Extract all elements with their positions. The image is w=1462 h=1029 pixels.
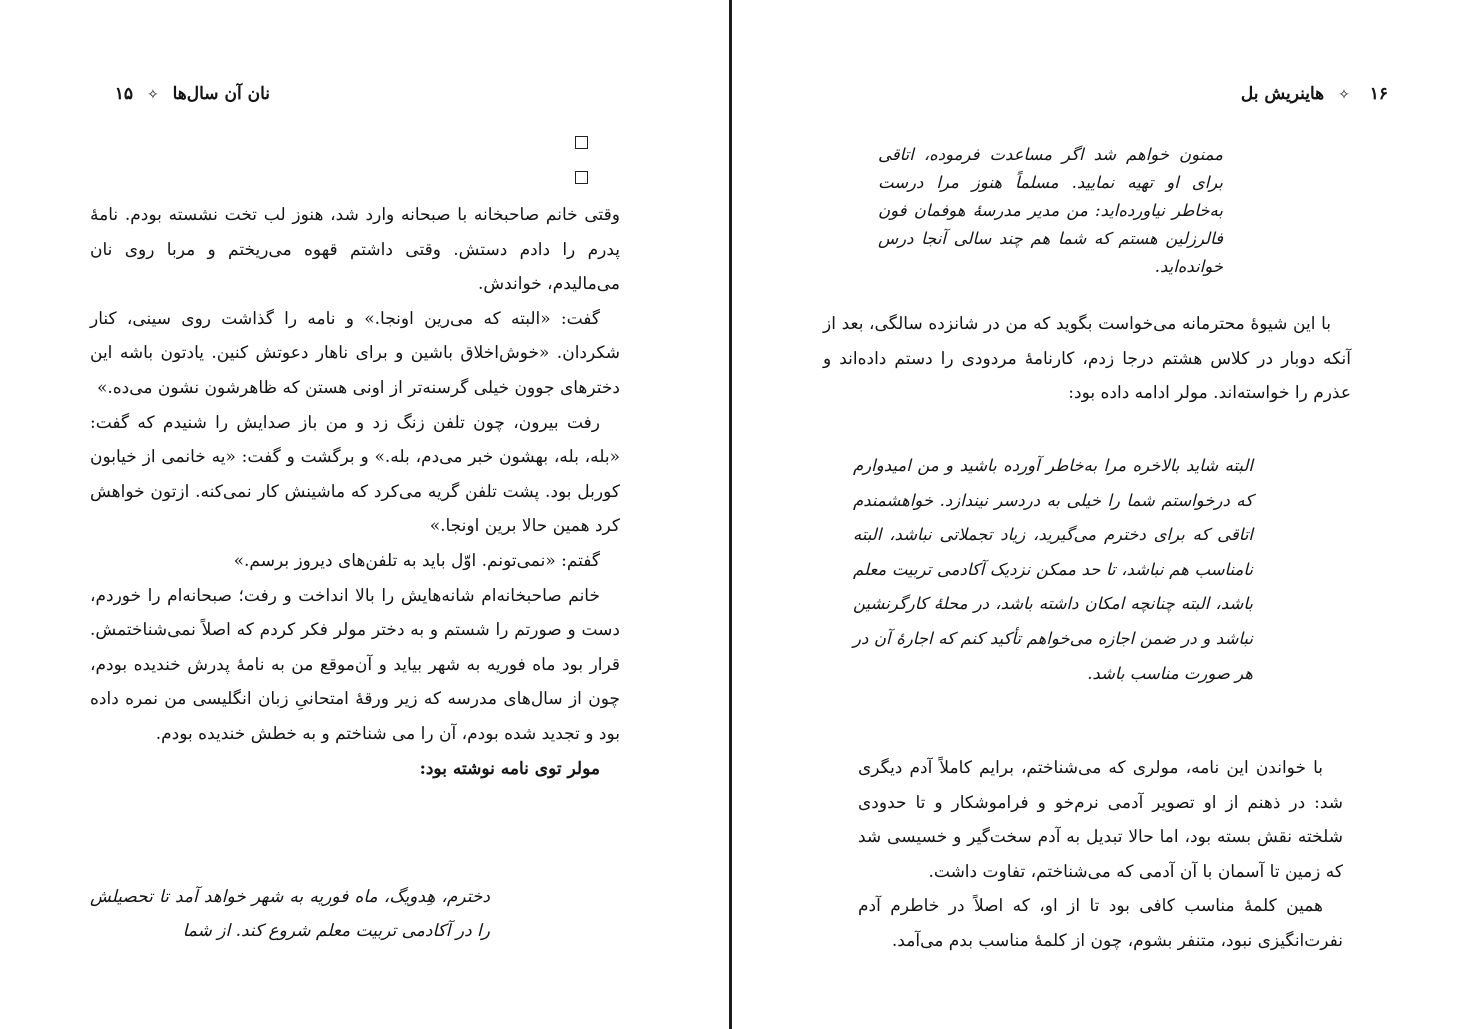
running-head-right bbox=[1218, 84, 1388, 104]
paragraph: با این شیوهٔ محترمانه می‌خواست بگوید که من در شانزده سالگی، بعد از آنکه دوبار در کلاس هشتم درجا زدم، کارنامهٔ مردودی را دستم داده‌اند و عذرم را خواسته‌اند. مولر ادامه داده بود: bbox=[823, 314, 1351, 404]
page-number: ۱۵ bbox=[114, 84, 134, 104]
letter-text: دخترم، هِدویگ، ماه فوریه به شهر خواهد آمد تا تحصیلش را در آکادمی تربیت معلم شروع کند. از شما bbox=[90, 887, 490, 941]
body-text-right-2 bbox=[858, 751, 1343, 959]
running-head-title: نان آن سال‌ها bbox=[172, 84, 270, 104]
letter-text: البته شاید بالاخره مرا به‌خاطر آورده باشید و من امیدوارم که درخواستم شما را خیلی به دردسر نیندازد. خواهشمندم اتاقی که برای دخترم می‌گیرید، زیاد تجملاتی نباشد، البته نامناسب هم نباشد، تا حد ممکن نزدیک آکادمی تربیت معلم باشد، البته چنانچه امکان داشته باشد، در محلهٔ کارگرنشین نباشد و در ضمن اجازه می‌خواهم تأکید کنم که اجارهٔ آن در هر صورت مناسب باشد. bbox=[853, 456, 1253, 683]
letter-excerpt-left bbox=[90, 880, 490, 948]
page-gutter bbox=[729, 0, 732, 1029]
section-mark-square bbox=[575, 171, 588, 184]
paragraph: گفتم: «نمی‌تونم. اوّل باید به تلفن‌های دیروز برسم.» bbox=[233, 550, 600, 571]
body-text-right-1 bbox=[823, 307, 1351, 411]
section-mark-square bbox=[575, 136, 588, 149]
paragraph: رفت بیرون، چون تلفن زنگ زد و من باز صدایش را شنیدم که گفت: «بله، بله، بهشون خبر می‌دم، بله.» و برگشت و گفت: «یه خانمی از خیابون کوربل بود. پشت تلفن گریه می‌کرد که ماشینش کار نمی‌کنه. ازتون خواهش کرد همین حالا برین اونجا.» bbox=[90, 412, 620, 537]
body-text-left bbox=[90, 198, 620, 786]
paragraph: وقتی خانم صاحبخانه با صبحانه وارد شد، هنوز لب تخت نشسته بودم. نامهٔ پدرم را دادم دستش. وقتی داشتم قهوه می‌ریختم و مربا روی نان می‌مالیدم، خواندش. bbox=[90, 205, 620, 295]
paragraph: خانم صاحبخانه‌ام شانه‌هایش را بالا انداخت و رفت؛ صبحانه‌ام را خوردم، دست و صورتم را شستم و به دختر مولر فکر کردم که اصلاً نمی‌شناختمش. قرار بود ماه فوریه به شهر بیاید و آن‌موقع من به نامهٔ پدرش خندیده بودم، چون از سال‌های مدرسه که زیر ورقهٔ امتحانیِ زبان انگلیسی من نمره داده بود و تجدید شده بودم، آن را می شناختم و به خطش خندیده بودم. bbox=[90, 585, 620, 744]
running-head-left bbox=[110, 84, 270, 104]
ornament-icon: ✧ bbox=[1338, 87, 1350, 103]
page-number: ۱۶ bbox=[1369, 84, 1388, 104]
letter-excerpt-top bbox=[878, 141, 1223, 281]
letter-excerpt-middle bbox=[853, 449, 1253, 691]
letter-text: ممنون خواهم شد اگر مساعدت فرموده، اتاقی برای او تهیه نمایید. مسلماً هنوز مرا درست به‌خاطر نیاورده‌اید: من مدیر مدرسهٔ هوفمان فون فالرزلین هستم که شما هم چند سالی آنجا درس خوانده‌اید. bbox=[878, 145, 1223, 276]
running-head-title: هاینریش بل bbox=[1240, 84, 1325, 104]
page-right bbox=[733, 0, 1462, 1029]
paragraph: با خواندن این نامه، مولری که می‌شناختم، برایم کاملاً آدم دیگری شد: در ذهنم از او تصویر آدمی نرم‌خو و فراموشکار و تا حدودی شلخته نقش بسته بود، اما حالا تبدیل به آدم سخت‌گیر و خسیسی شد که زمین تا آسمان با آن آدمی که می‌شناختم، تفاوت داشت. bbox=[858, 758, 1343, 882]
section-break-marks bbox=[572, 136, 588, 206]
paragraph: همین کلمهٔ مناسب کافی بود تا از او، که اصلاً در خاطرم آدم نفرت‌انگیزی نبود، متنفر بشوم، چون از کلمهٔ مناسب بدم می‌آمد. bbox=[858, 896, 1343, 951]
ornament-icon: ✧ bbox=[146, 87, 159, 103]
page-left bbox=[0, 0, 728, 1029]
paragraph: مولر توی نامه نوشته بود: bbox=[419, 758, 600, 779]
paragraph: گفت: «البته که می‌رین اونجا.» و نامه را گذاشت روی سینی، کنار شکردان. «خوش‌اخلاق باشین و برای ناهار دعوتش کنین. یادتون باشه این دخترهای جوون خیلی گرسنه‌تر از اونی هستن که ظاهرشون نشون می‌ده.» bbox=[90, 308, 620, 398]
